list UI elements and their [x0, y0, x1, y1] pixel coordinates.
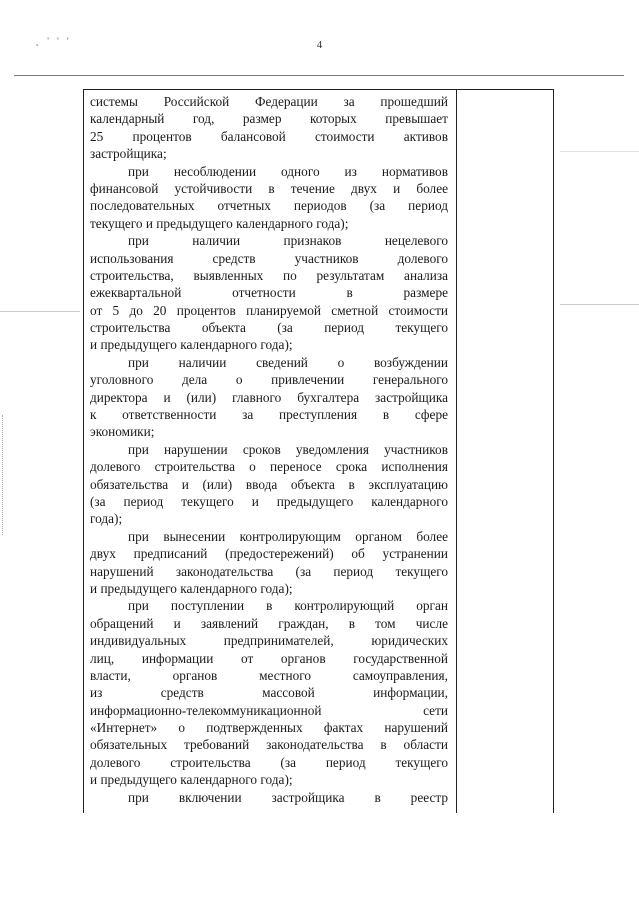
text-line: строительства, выявленных по результатам анализа [90, 267, 448, 283]
text-line: нарушений законодательства (за период текущего [90, 563, 448, 579]
text-line: (за период текущего и предыдущего календарного [90, 493, 448, 509]
text-line: при несоблюдении одного из нормативов [128, 163, 448, 179]
header-rule [14, 75, 624, 76]
text-line: использования средств участников долевого [90, 250, 448, 266]
text-line: системы Российской Федерации за прошедший [90, 94, 448, 109]
text-line: строительства объекта (за период текущего [90, 320, 448, 336]
text-line: информационно-телекоммуникационной сети [90, 702, 448, 718]
text-line: обязательных требований законодательства в области [90, 737, 448, 753]
text-line: долевого строительства (за период текущего [90, 754, 448, 770]
scan-artifact-line [560, 304, 639, 305]
text-line: «Интернет» о подтвержденных фактах нарушений [90, 720, 448, 736]
text-line: индивидуальных предпринимателей, юридических [90, 633, 448, 649]
text-line: ежеквартальной отчетности в размере [90, 285, 448, 301]
text-line: при наличии сведений о возбуждении [128, 354, 448, 370]
text-line: текущего и предыдущего календарного года); [90, 215, 349, 231]
scan-corner-marks: ˛ ' ' ' [36, 36, 72, 46]
scan-edge-marks [2, 415, 6, 535]
text-line: при вынесении контролирующим органом более [128, 528, 448, 544]
page-number: 4 [316, 39, 323, 51]
text-line: директора и (или) главного бухгалтера застройщика [90, 389, 448, 405]
text-line: от 5 до 20 процентов планируемой сметной стоимости [90, 302, 448, 318]
text-line: лиц, информации от органов государственной [90, 650, 448, 666]
table-column-divider [456, 89, 457, 813]
scan-artifact-line [0, 311, 80, 312]
text-line: обращений и заявлений граждан, в том числе [90, 615, 448, 631]
text-line: и предыдущего календарного года); [90, 772, 293, 788]
text-line: к ответственности за преступления в сфере [90, 407, 448, 423]
text-line: при поступлении в контролирующий орган [128, 598, 448, 614]
text-line: при наличии признаков нецелевого [128, 233, 448, 249]
scan-artifact-line [560, 151, 639, 152]
text-line: при включении застройщика в реестр [128, 789, 448, 805]
text-line: из средств массовой информации, [90, 685, 448, 701]
table-text-cell [90, 93, 448, 806]
text-line: и предыдущего календарного года); [90, 337, 293, 353]
text-line: долевого строительства о переносе срока исполнения [90, 459, 448, 475]
text-line: при нарушении сроков уведомления участников [128, 441, 448, 457]
text-line: финансовой устойчивости в течение двух и более [90, 180, 448, 196]
text-line: экономики; [90, 424, 155, 440]
text-line: года); [90, 511, 123, 527]
text-line: обязательства и (или) ввода объекта в эксплуатацию [90, 476, 448, 492]
text-line: последовательных отчетных периодов (за период [90, 198, 448, 214]
text-line: и предыдущего календарного года); [90, 580, 293, 596]
text-line: 25 процентов балансовой стоимости активов [90, 128, 448, 144]
text-line: застройщика; [90, 146, 167, 162]
text-line: власти, органов местного самоуправления, [90, 667, 448, 683]
text-line: двух предписаний (предостережений) об устранении [90, 546, 448, 562]
text-line: уголовного дела о привлечении генерального [90, 372, 448, 388]
text-line: календарный год, размер которых превышает [90, 111, 448, 127]
